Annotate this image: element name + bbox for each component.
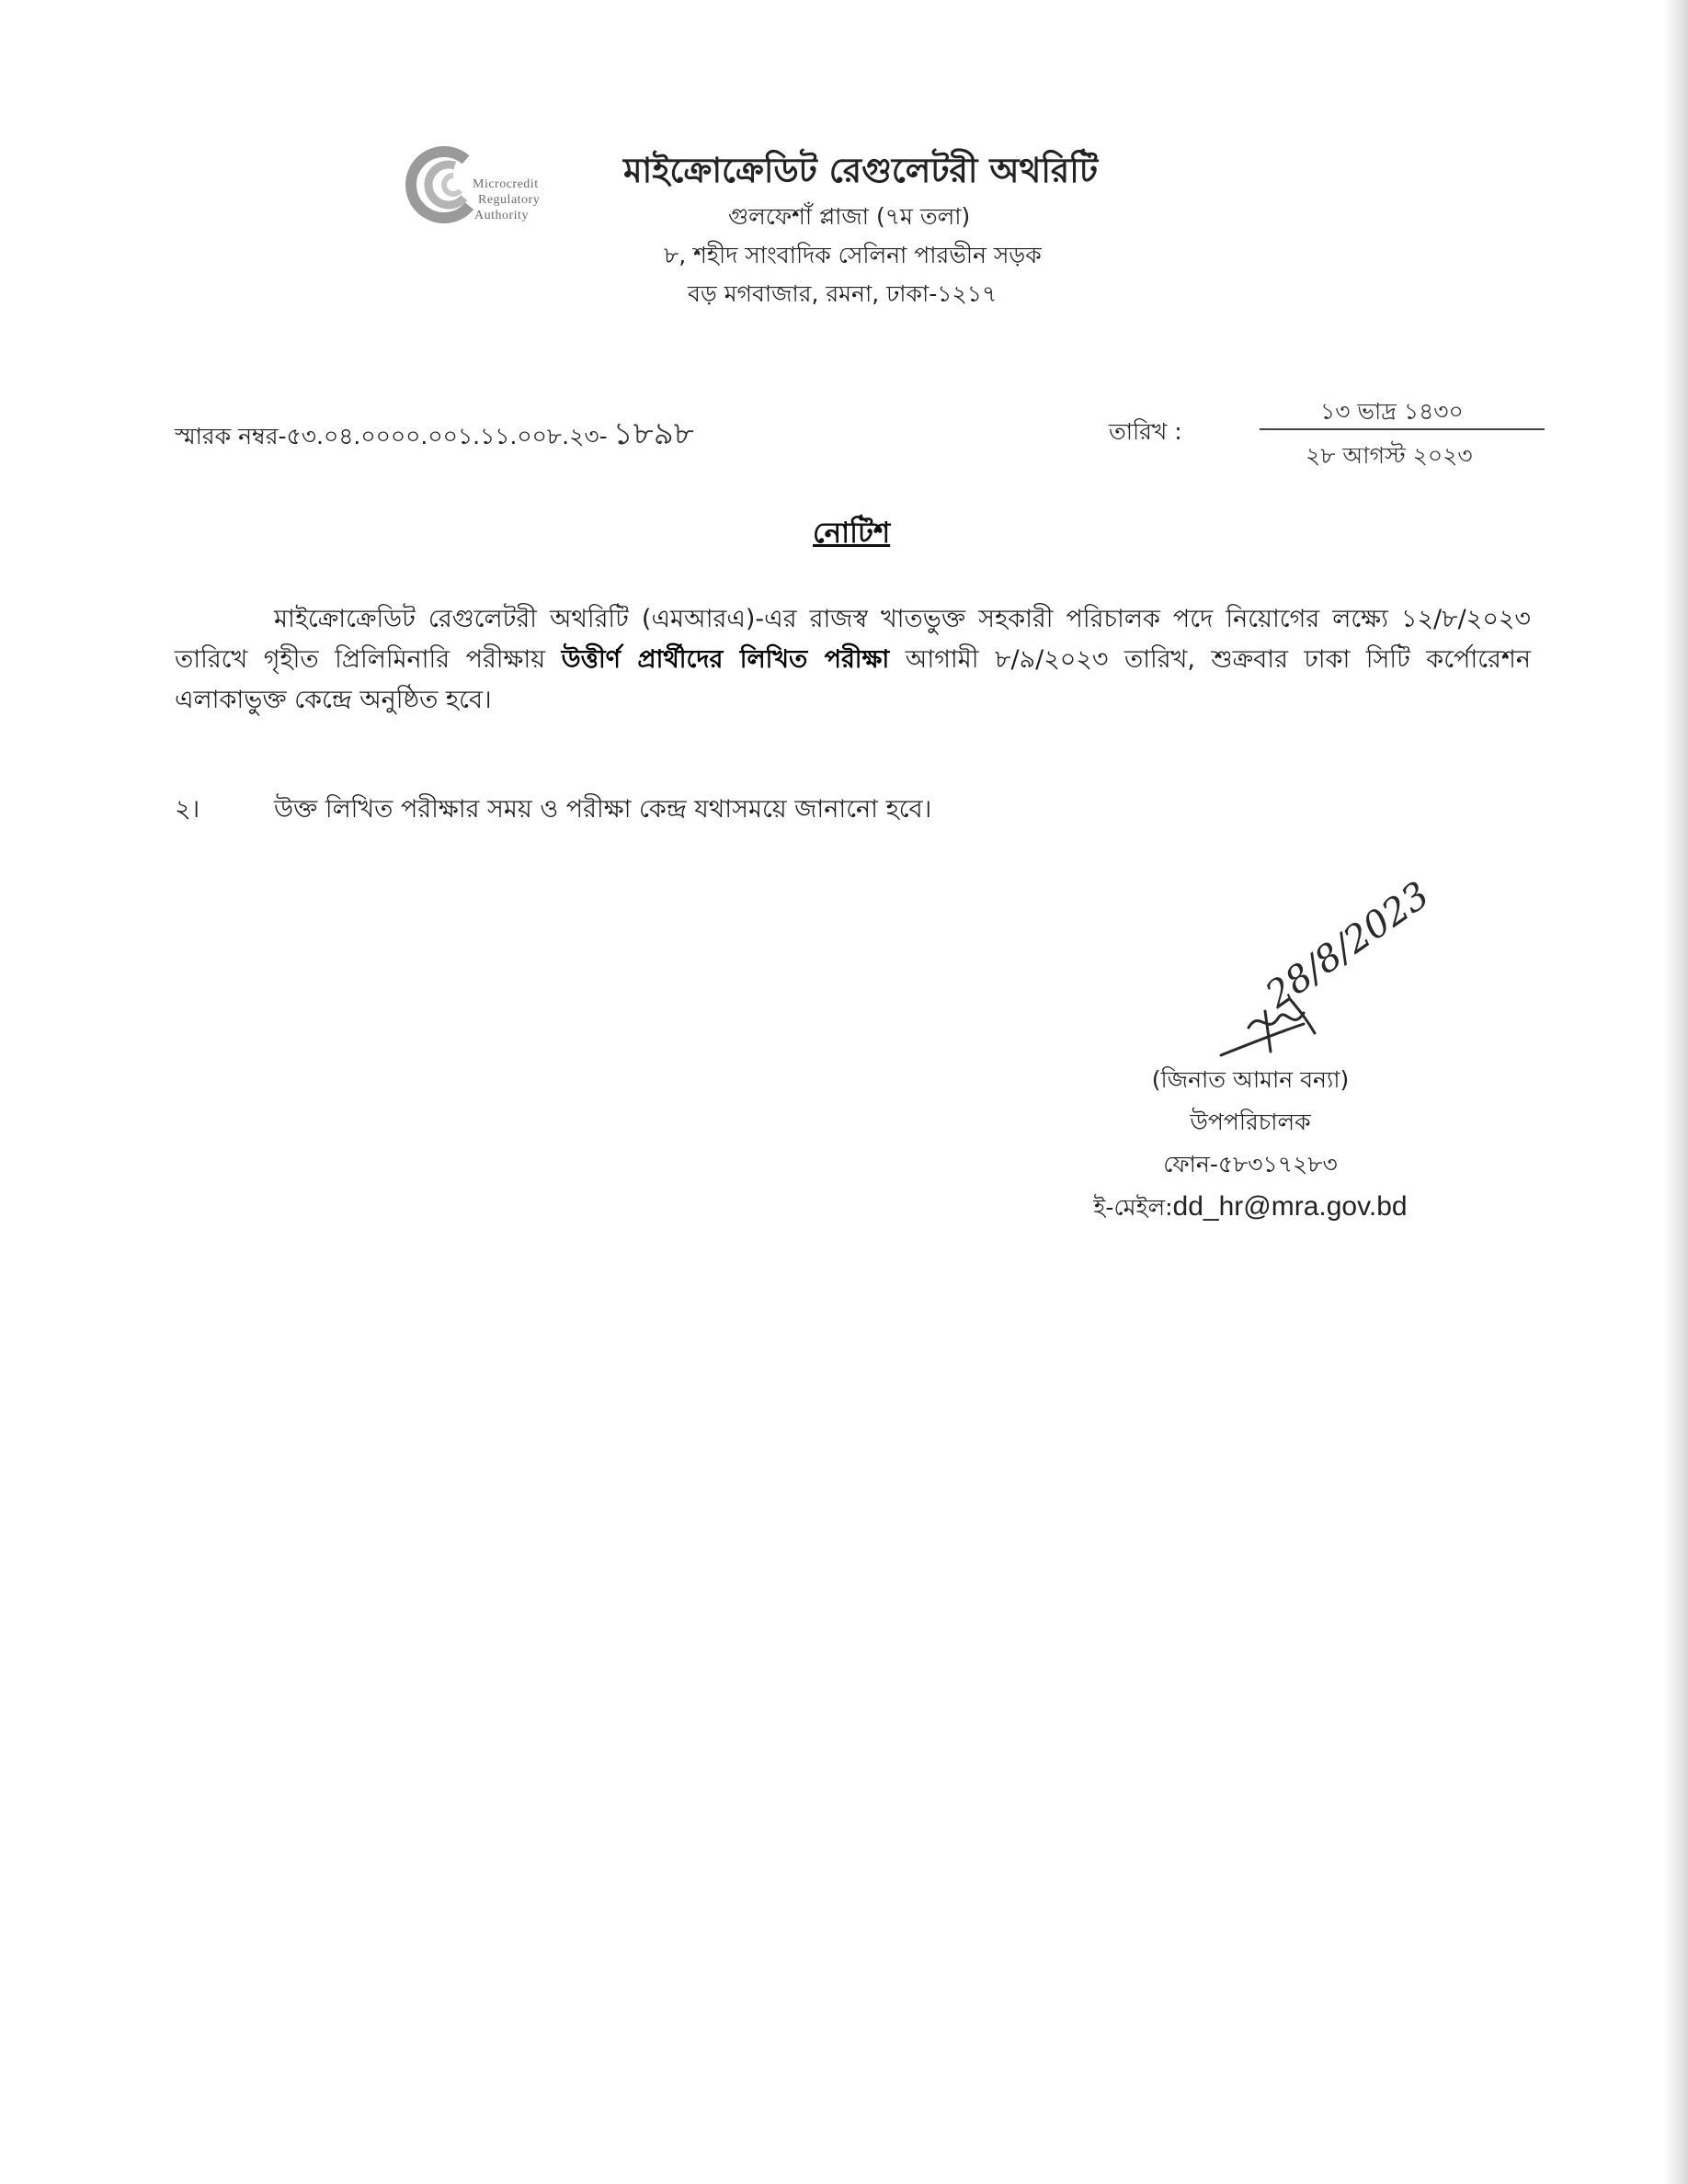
date-label: তারিখ : bbox=[1109, 418, 1182, 445]
signature-date: 28/8/2023 bbox=[1258, 873, 1438, 1017]
para1-text-end: আগামী ৮/৯/২০২৩ তারিখ, শুক্রবার ঢাকা সিটি কর্পোরেশন এলাকাভুক্ত কেন্দ্রে অনুষ্ঠিত হবে। bbox=[175, 645, 1531, 714]
logo-line: Authority bbox=[474, 209, 529, 222]
address-line: গুলফেশাঁ প্লাজা (৭ম তলা) bbox=[728, 203, 971, 230]
notice-paragraph-1 bbox=[175, 599, 1531, 721]
mra-logo bbox=[403, 143, 587, 235]
address-line: ৮, শহীদ সাংবাদিক সেলিনা পারভীন সড়ক bbox=[664, 242, 1042, 268]
organization-name: মাইক্রোক্রেডিট রেগুলেটরী অথরিটি bbox=[623, 151, 1099, 190]
scan-edge-shadow bbox=[1664, 0, 1688, 2184]
email-address: dd_hr@mra.gov.bd bbox=[1172, 1191, 1408, 1222]
paragraph-2-text: উক্ত লিখিত পরীক্ষার সময় ও পরীক্ষা কেন্দ্র যথাসময়ে জানানো হবে। bbox=[274, 795, 932, 824]
signatory-designation: উপপরিচালক bbox=[1190, 1109, 1311, 1135]
logo-line: Regulatory bbox=[478, 193, 541, 207]
date-divider bbox=[1260, 428, 1545, 430]
logo-wordmark bbox=[473, 176, 590, 223]
date-english: ২৮ আগস্ট ২০২৩ bbox=[1306, 442, 1473, 469]
letterhead bbox=[0, 138, 1688, 322]
email-label: ই-মেইল: bbox=[1093, 1194, 1173, 1221]
para1-bold-text: উত্তীর্ণ প্রার্থীদের লিখিত পরীক্ষা bbox=[561, 645, 890, 674]
memo-label: স্মারক নম্বর-৫৩.০৪.০০০০.০০১.১১.০০৮.২৩- bbox=[175, 423, 608, 449]
para1-text: মাইক্রোক্রেডিট রেগুলেটরী অথরিটি (এমআরএ)-এর রাজস্ব খাতভুক্ত সহকারী পরিচালক পদে নিয়োগের লক্ষ্যে ১২/৮/২০২৩ তারিখে গৃহীত প্রিলিমিনারি পরীক্ষায় bbox=[175, 605, 1531, 674]
signatory-block bbox=[1057, 1059, 1443, 1229]
date-bangla: ১৩ ভাদ্র ১৪৩০ bbox=[1320, 398, 1464, 425]
signatory-email bbox=[1057, 1186, 1443, 1229]
memo-handwritten-number: ১৮৯৮ bbox=[612, 415, 694, 452]
signatory-name: (জিনাত আমান বন্যা) bbox=[1151, 1066, 1350, 1093]
notice-title: নোটিশ bbox=[813, 517, 891, 550]
signatory-phone: ফোন-৫৮৩১৭২৮৩ bbox=[1163, 1151, 1338, 1177]
memo-number bbox=[175, 410, 694, 462]
address-line: বড় মগবাজার, রমনা, ঢাকা-১২১৭ bbox=[688, 280, 998, 307]
logo-line: Microcredit bbox=[473, 177, 539, 191]
paragraph-2-number: ২। bbox=[175, 795, 200, 824]
